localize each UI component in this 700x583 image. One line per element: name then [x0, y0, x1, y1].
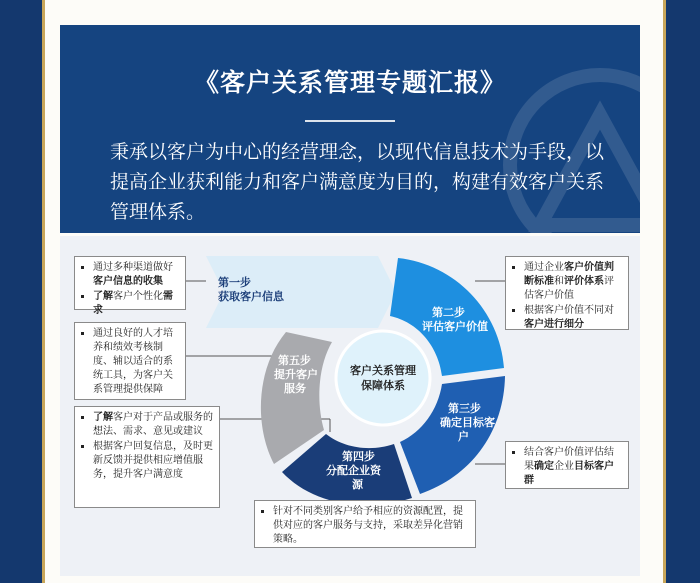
note-bullet	[93, 261, 179, 289]
center-line1: 客户关系管理	[350, 364, 416, 377]
note-text: 企业	[554, 461, 574, 472]
intro-text: 秉承以客户为中心的经营理念，以现代信息技术为手段，以提高企业获利能力和客户满意度为目的，构建有效客户关系管理体系。	[110, 141, 605, 223]
note-bullet	[524, 304, 622, 332]
note-step1	[74, 256, 186, 316]
note-step2	[505, 256, 629, 330]
crm-cycle-diagram	[60, 236, 640, 576]
note-text: 客户进行细分	[524, 319, 584, 330]
note-step4-feedback-list	[81, 411, 213, 482]
note-step2-list	[512, 261, 622, 332]
note-text: 根据客户回复信息，及时更新反馈并提供相应增值服务，提升客户满意度	[93, 441, 213, 480]
note-text: 了解	[93, 291, 113, 302]
note-step4-list	[261, 505, 469, 547]
step-3-line2: 确定目标客	[440, 416, 495, 429]
note-text: 和	[554, 276, 564, 287]
step-3-line3: 户	[458, 430, 469, 443]
note-bullet	[524, 261, 622, 303]
step-3-line1: 第三步	[448, 402, 481, 415]
note-bullet	[524, 446, 622, 488]
note-text: 结合客户价值评估结果	[524, 447, 614, 472]
note-text: 需	[163, 291, 173, 302]
note-text: 求	[93, 305, 103, 316]
right-frame-bar	[666, 0, 700, 583]
step-4-line2: 分配企业资	[326, 464, 381, 477]
note-text: 客户信息的收集	[93, 276, 163, 287]
note-text: 目标客户群	[524, 461, 614, 486]
note-text: 客户价值判断标准	[524, 262, 614, 287]
step-1-line1: 第一步	[218, 276, 251, 289]
note-bullet	[93, 290, 179, 318]
note-bullet	[93, 327, 179, 397]
note-step3	[505, 441, 629, 489]
note-text: 针对不同类别客户给予相应的资源配置，提供对应的客户服务与支持，采取差异化营销策略。	[273, 506, 463, 545]
note-text: 通过多种渠道做好	[93, 262, 173, 273]
title-underline	[305, 120, 395, 122]
right-gold-line	[663, 0, 666, 583]
step-4-line1: 第四步	[342, 450, 375, 463]
note-text: 通过企业	[524, 262, 564, 273]
note-text: 根据客户价值不同对	[524, 305, 614, 316]
note-step1-list	[81, 261, 179, 318]
note-text: 评价体系	[564, 276, 604, 287]
note-step3-list	[512, 446, 622, 488]
center-line2: 保障体系	[361, 379, 405, 392]
note-bullet	[93, 411, 213, 439]
step-5-line1: 第五步	[278, 354, 311, 367]
note-step4	[254, 500, 476, 548]
note-text: 通过良好的人才培养和绩效考核制度、辅以适合的系统工具，为客户关系管理提供保障	[93, 328, 173, 395]
step-5-line3: 服务	[284, 382, 306, 395]
note-step4-feedback	[74, 406, 220, 508]
page-title: 《客户关系管理专题汇报》	[193, 68, 506, 97]
note-text: 了解	[93, 412, 113, 423]
step-5-line2: 提升客户	[274, 368, 318, 381]
step-4-line3: 源	[352, 478, 363, 491]
step-2-line2: 评估客户价值	[422, 320, 488, 333]
note-text: 客户个性化	[113, 291, 163, 302]
header-banner	[60, 25, 640, 233]
note-text: 评估客户价值	[524, 276, 614, 301]
note-text: 确定	[534, 461, 554, 472]
note-text: 客户对于产品或服务的想法、需求、意见或建议	[93, 412, 213, 437]
left-frame-bar	[0, 0, 42, 583]
step-2-line1: 第二步	[432, 306, 465, 319]
note-step5	[74, 322, 186, 400]
step-1-line2: 获取客户信息	[218, 290, 284, 303]
note-bullet	[273, 505, 469, 547]
note-step5-list	[81, 327, 179, 397]
note-bullet	[93, 440, 213, 482]
center-circle	[336, 331, 430, 425]
